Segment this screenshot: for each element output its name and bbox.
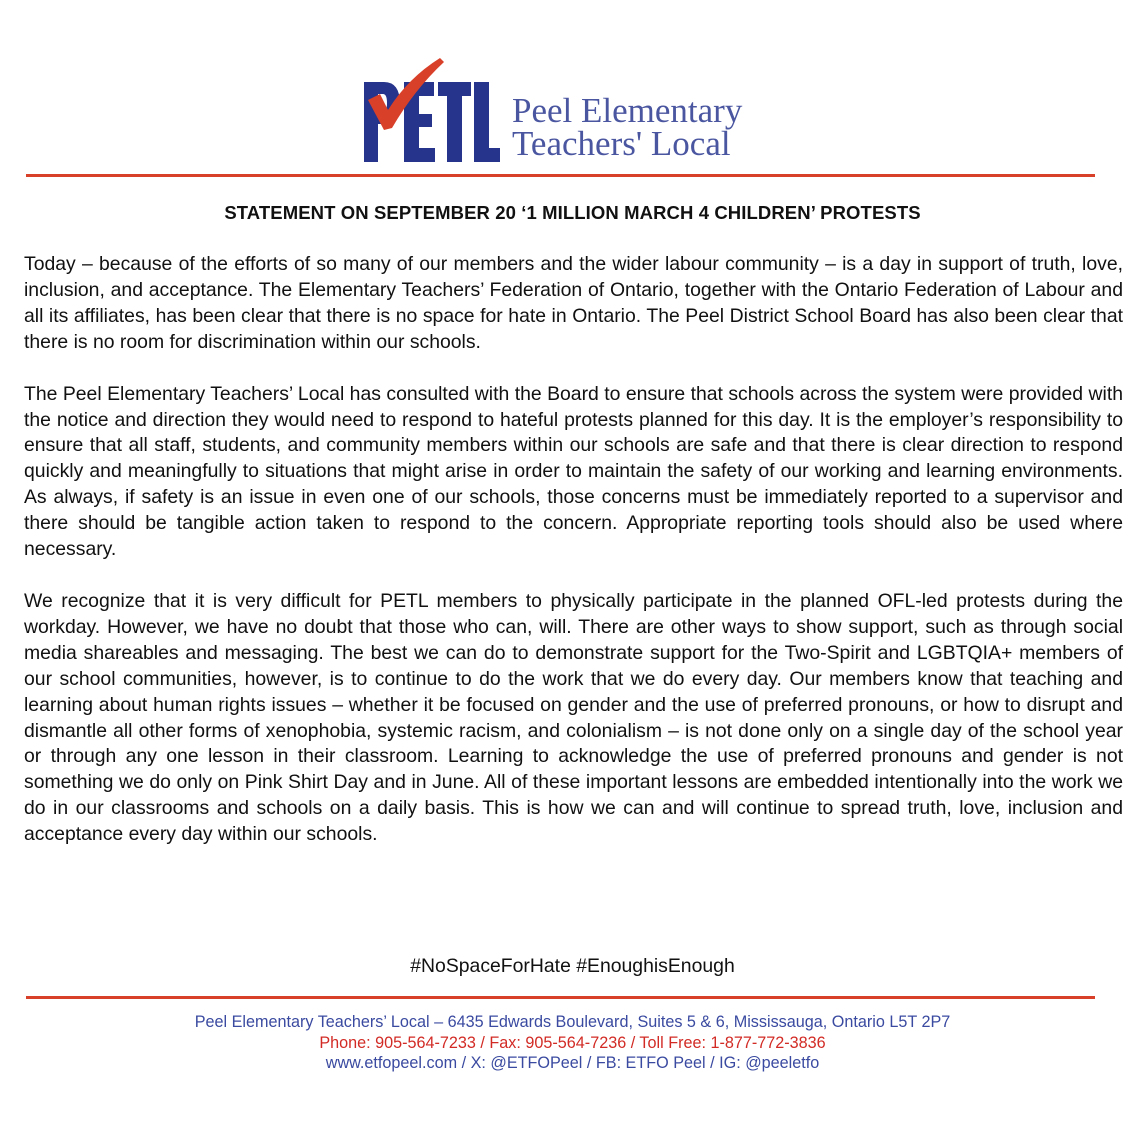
org-name-line-1: Peel Elementary: [512, 91, 743, 130]
statement-title: STATEMENT ON SEPTEMBER 20 ‘1 MILLION MARCH 4 CHILDREN’ PROTESTS: [224, 202, 921, 223]
footer-phone: Phone: 905-564-7233 / Fax: 905-564-7236 / Toll Free: 1-877-772-3836: [319, 1033, 826, 1052]
paragraph: We recognize that it is very difficult for PETL members to physically participate in the planned OFL-led protests during the workday. However, we have no doubt that those who can, will. There are other ways to show support, such as through social media shareables and messaging. The best we can do to demonstrate support for the Two-Spirit and LGBTQIA+ members of our school communities, however, is to continue to do the work that we do every day. Our members know that teaching and learning about human rights issues – whether it be focused on gender and the use of preferred pronouns, or how to disrupt and dismantle all other forms of xenophobia, systemic racism, and colonialism – is not done only on a single day of the school year or through any one lesson in their classroom. Learning to acknowledge the use of preferred pronouns and gender is not something we do only on Pink Shirt Day and in June. All of these important lessons are embedded intentionally into the work we do in our classrooms and schools on a daily basis. This is how we can and will continue to spread truth, love, inclusion and acceptance every day within our schools.: [24, 589, 1123, 846]
statement-body: [24, 252, 1123, 874]
letterhead: [0, 48, 1145, 168]
footer-web-social: www.etfopeel.com / X: @ETFOPeel / FB: ETFO Peel / IG: @peeletfo: [325, 1054, 820, 1072]
org-name-line-2: Teachers' Local: [512, 124, 731, 163]
header-divider: [26, 174, 1095, 177]
hashtags: #NoSpaceForHate #EnoughisEnough: [410, 955, 735, 977]
footer-divider: [26, 996, 1095, 999]
footer-contact: [0, 1012, 1145, 1074]
paragraph: The Peel Elementary Teachers’ Local has consulted with the Board to ensure that schools across the system were provided with the notice and direction they would need to respond to hateful protests planned for this day. It is the employer’s responsibility to ensure that all staff, students, and community members within our schools are safe and that there is clear direction to respond quickly and meaningfully to situations that might arise in order to maintain the safety of our working and learning environments. As always, if safety is an issue in even one of our schools, those concerns must be immediately reported to a supervisor and there should be tangible action taken to respond to the concern. Appropriate reporting tools should also be used where necessary.: [24, 382, 1123, 561]
paragraph: Today – because of the efforts of so many of our members and the wider labour community – is a day in support of truth, love, inclusion, and acceptance. The Elementary Teachers’ Federation of Ontario, together with the Ontario Federation of Labour and all its affiliates, has been clear that there is no space for hate in Ontario. The Peel District School Board has also been clear that there is no room for discrimination within our schools.: [24, 253, 1123, 353]
petl-logo-icon: [362, 56, 502, 166]
organization-name: [512, 91, 743, 163]
footer-address: Peel Elementary Teachers’ Local – 6435 Edwards Boulevard, Suites 5 & 6, Mississauga, Ontario L5T 2P7: [194, 1013, 951, 1031]
